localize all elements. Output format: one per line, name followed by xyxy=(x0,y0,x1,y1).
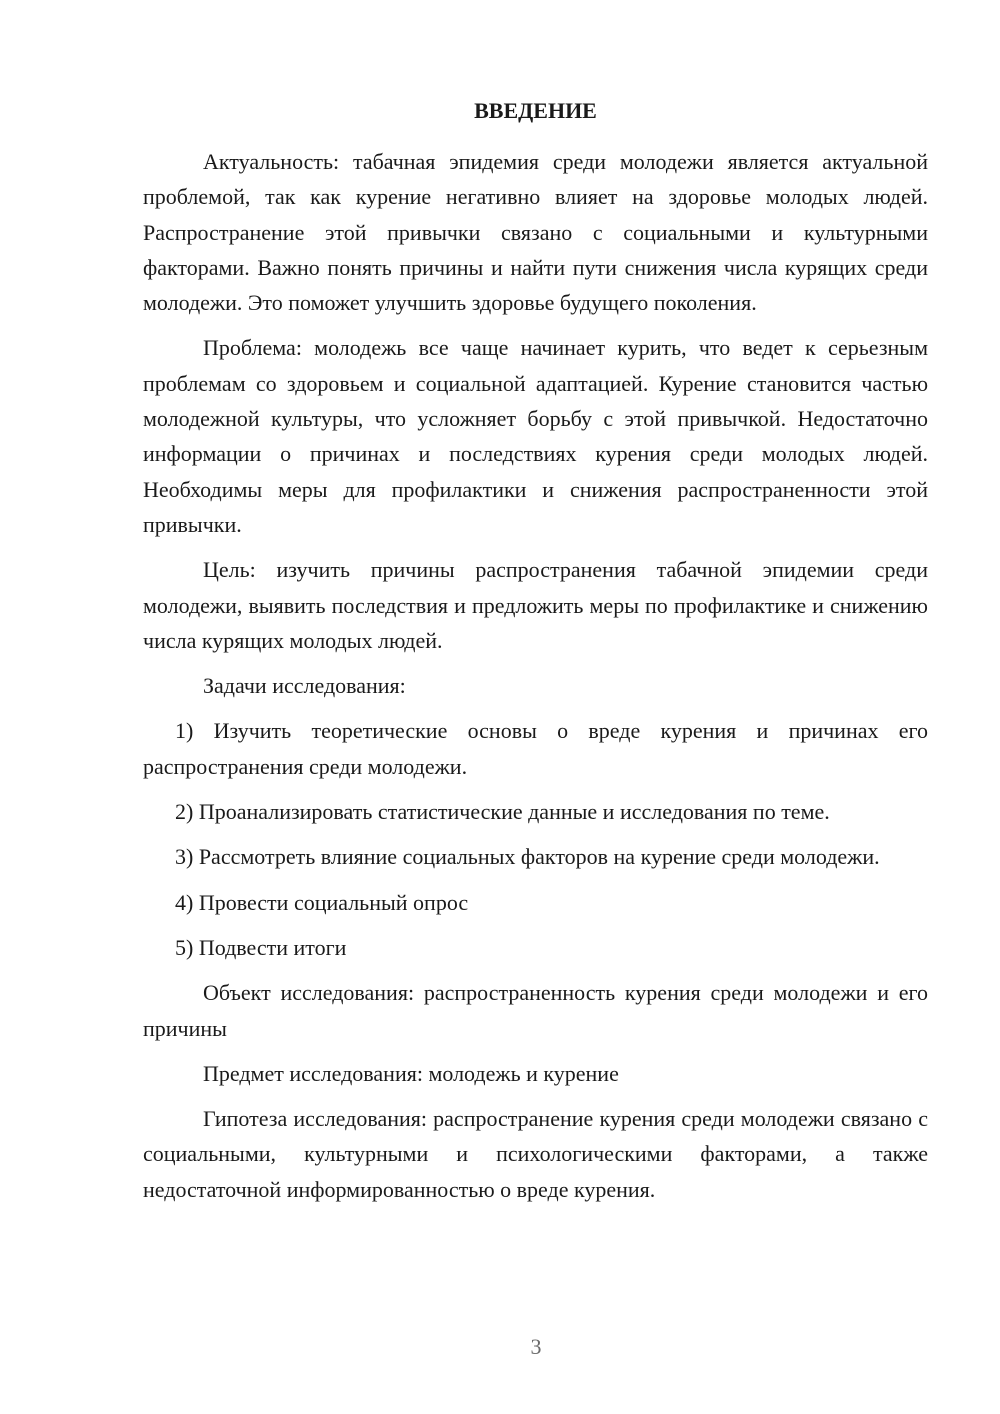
document-body xyxy=(143,144,928,1217)
task-item-5: 5) Подвести итоги xyxy=(175,934,347,960)
paragraph-problem: Проблема: молодежь все чаще начинает курить, что ведет к серьезным проблемам со здоровьем и социальной адаптацией. Курение становится частью молодежной культуры, что усложняет борьбу с этой привычкой. Недостаточно информации о причинах и последствиях курения среди молодых людей. Необходимы меры для профилактики и снижения распространенности этой привычки. xyxy=(143,335,928,537)
paragraph-hypothesis: Гипотеза исследования: распространение курения среди молодежи связано с социальными, культурными и психологическими факторами, а также недостаточной информированностью о вреде курения. xyxy=(143,1106,928,1202)
paragraph-object: Объект исследования: распространенность курения среди молодежи и его причины xyxy=(143,980,928,1041)
page-number: 3 xyxy=(530,1334,542,1359)
paragraph-subject: Предмет исследования: молодежь и курение xyxy=(203,1060,619,1086)
paragraph-goal: Цель: изучить причины распространения табачной эпидемии среди молодежи, выявить последствия и предложить меры по профилактике и снижению числа курящих молодых людей. xyxy=(143,557,928,653)
page-title: ВВЕДЕНИЕ xyxy=(474,98,597,123)
task-item-4: 4) Провести социальный опрос xyxy=(175,889,469,915)
task-item-2: 2) Проанализировать статистические данные и исследования по теме. xyxy=(175,799,830,825)
paragraph-tasks-heading: Задачи исследования: xyxy=(203,673,406,699)
paragraph-relevance: Актуальность: табачная эпидемия среди молодежи является актуальной проблемой, так как курение негативно влияет на здоровье молодых людей. Распространение этой привычки связано с социальными и культурными факторами. Важно понять причины и найти пути снижения числа курящих среди молодежи. Это поможет улучшить здоровье будущего поколения. xyxy=(143,149,928,316)
task-item-3: 3) Рассмотреть влияние социальных факторов на курение среди молодежи. xyxy=(175,844,880,870)
task-item-1: 1) Изучить теоретические основы о вреде курения и причинах его распространения среди молодежи. xyxy=(143,718,928,779)
